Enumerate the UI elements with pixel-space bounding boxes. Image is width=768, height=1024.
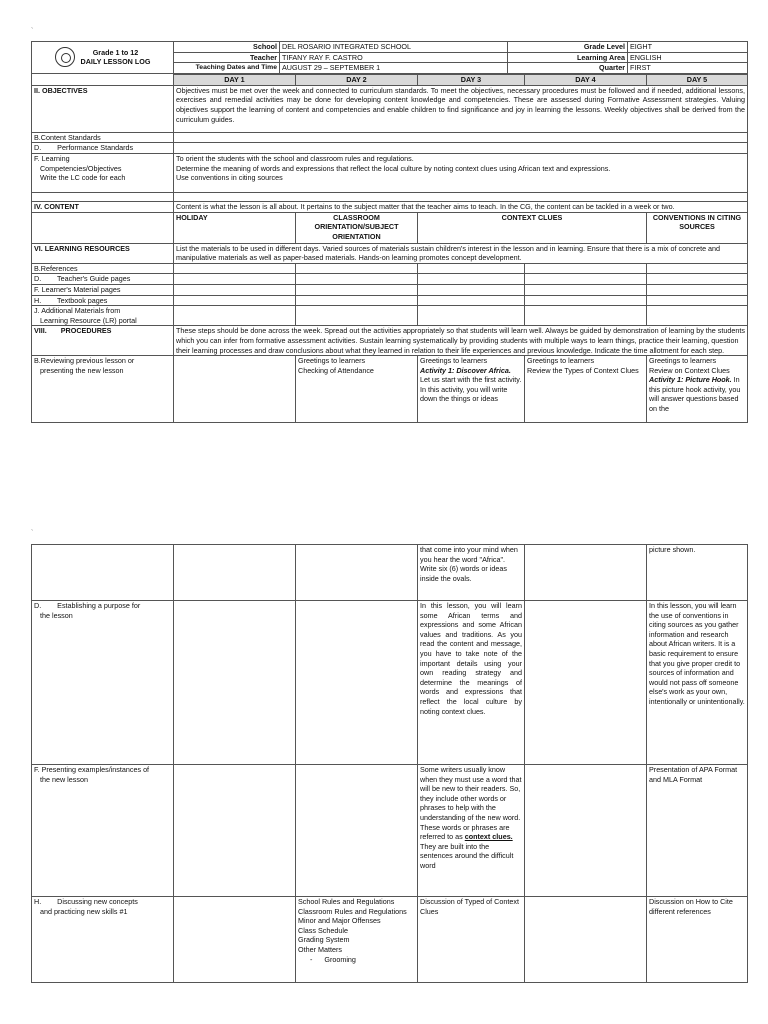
- school-label: School: [174, 42, 280, 53]
- discussing-day2: School Rules and Regulations Classroom Rules and Regulations Minor and Major Offenses Class Schedule Grading System Other Matters - Grooming: [296, 897, 418, 983]
- lesson-table: [31, 74, 748, 423]
- day-header-2: DAY 2: [296, 74, 418, 85]
- grade-range: Grade 1 to 12: [92, 47, 139, 57]
- teachers-guide-label: D. Teacher's Guide pages: [32, 274, 174, 285]
- header-title-cell: [32, 42, 174, 74]
- learners-material-label: F. Learner's Material pages: [32, 284, 174, 295]
- day-header-4: DAY 4: [525, 74, 647, 85]
- content-standards-label: B.Content Standards: [32, 132, 174, 143]
- examples-label: F. Presenting examples/instances of the new lesson: [32, 765, 174, 897]
- competency-3: Use conventions in citing sources: [176, 173, 283, 183]
- learning-area-value: ENGLISH: [628, 52, 748, 63]
- performance-standards-label: D. Performance Standards: [32, 143, 174, 154]
- textbook-label: H. Textbook pages: [32, 295, 174, 306]
- teacher-label: Teacher: [174, 52, 280, 63]
- procedures-label: VIII. PROCEDURES: [32, 326, 174, 356]
- content-text: Content is what the lesson is all about. It pertains to the subject matter that the teacher aims to teach. In the CG, the content can be tackled in a week or two.: [174, 201, 748, 212]
- continued-day3: that come into your mind when you hear the word "Africa". Write six (6) words or ideas inside the ovals.: [418, 545, 525, 601]
- resources-text: List the materials to be used in different days. Varied sources of materials sustain children's interest in the lesson and in learning. Ensure that there is a mix of concrete and manipulative materials as well as paper-based materials. Hands-on learning promotes concept development.: [174, 243, 748, 263]
- objectives-label: II. OBJECTIVES: [32, 85, 174, 132]
- context-clues-term: context clues.: [464, 832, 513, 842]
- purpose-label: D. Establishing a purpose for the lesson: [32, 601, 174, 765]
- page-mark-2: `: [31, 530, 34, 537]
- learning-area-label: Learning Area: [508, 52, 628, 63]
- reviewing-day3: Greetings to learners Activity 1: Discover Africa. Let us start with the first activity. In this activity, you will write down the things or ideas: [418, 356, 525, 423]
- procedures-table: [31, 544, 748, 983]
- day-header-blank: [32, 74, 174, 85]
- content-standards-value: [174, 132, 748, 143]
- activity-discover-africa: Activity 1: Discover Africa.: [420, 365, 511, 375]
- continued-label: [32, 545, 174, 601]
- discussing-day5: Discussion on How to Cite different references: [647, 897, 748, 983]
- learning-competencies-label: F. Learning Competencies/Objectives Write the LC code for each: [32, 153, 174, 192]
- content-day2: CLASSROOM ORIENTATION/SUBJECT ORIENTATION: [296, 212, 418, 243]
- lesson-log-page-1: [31, 41, 747, 423]
- dates-label: Teaching Dates and Time: [174, 63, 280, 74]
- purpose-day5: In this lesson, you will learn the use of conventions in citing sources as you gather information and research about African writers. It is a basic requirement to ensure that you give proper credit to sources of information and would not pass off someone else's work as your own, intentionally or unintentionally.: [647, 601, 748, 765]
- reviewing-label: B.Reviewing previous lesson or presenting the new lesson: [32, 356, 174, 423]
- examples-day3: Some writers usually know when they must use a word that will be new to their readers. So, they include other words or phrases to help with the understanding of the new word. These words or phrases are referred to as context clues. They are built into the sentences around the difficult word: [418, 765, 525, 897]
- grade-level-value: EIGHT: [628, 42, 748, 53]
- school-value: DEL ROSARIO INTEGRATED SCHOOL: [280, 42, 508, 53]
- additional-materials-label: J. Additional Materials from Learning Resource (LR) portal: [32, 306, 174, 326]
- competency-1: To orient the students with the school and classroom rules and regulations.: [176, 153, 414, 163]
- page-mark-1: `: [31, 28, 34, 35]
- content-day1: HOLIDAY: [174, 212, 296, 243]
- content-day5: CONVENTIONS IN CITING SOURCES: [647, 212, 748, 243]
- competency-2: Determine the meaning of words and expressions that reflect the local culture by noting context clues using African text and expressions.: [176, 163, 611, 173]
- log-title: DAILY LESSON LOG: [80, 57, 151, 67]
- quarter-label: Quarter: [508, 63, 628, 74]
- examples-day5: Presentation of APA Format and MLA Format: [647, 765, 748, 897]
- discussing-day3: Discussion of Typed of Context Clues: [418, 897, 525, 983]
- learning-competencies-value: [174, 153, 748, 192]
- continued-day5: picture shown.: [647, 545, 748, 601]
- content-label: IV. CONTENT: [32, 201, 174, 212]
- discussing-label: H. Discussing new concepts and practicing new skills #1: [32, 897, 174, 983]
- teacher-value: TIFANY RAY F. CASTRO: [280, 52, 508, 63]
- dates-value: AUGUST 29 – SEPTEMBER 1: [280, 63, 508, 74]
- header-table: [31, 41, 748, 74]
- purpose-day3: In this lesson, you will learn some African terms and expressions and some African values and traditions. As you read the content and message, you have to take note of the important details using your own reading strategy and determine the meanings of words and expressions that reflect the local culture by noting context clues.: [418, 601, 525, 765]
- procedures-text: These steps should be done across the week. Spread out the activities appropriately so that students will learn well. Always be guided by demonstration of learning by the students which you can infer from formative assessment activities. Sustain learning systematically by providing students with multiple ways to learn things, practice their learning, question their learning processes and draw conclusions about what they learned in relation to their life experiences and previous knowledge. Indicate the time allotment for each step.: [174, 326, 748, 356]
- quarter-value: FIRST: [628, 63, 748, 74]
- lesson-log-page-2: [31, 544, 747, 983]
- objectives-text: Objectives must be met over the week and connected to curriculum standards. To meet the objectives, necessary procedures must be followed and if needed, additional lessons, exercises and remedial activities may be done for developing content knowledge and competencies. These are assessed during Formative Assessment strategies. Valuing objectives support the learning of content and competencies and enable children to find significance and joy in learning the lessons. Weekly objectives shall be derived from the curriculum guides.: [174, 85, 748, 132]
- deped-seal-icon: [55, 47, 75, 67]
- reviewing-day1: [174, 356, 296, 423]
- reviewing-day4: Greetings to learners Review the Types of Context Clues: [525, 356, 647, 423]
- activity-picture-hook: Activity 1: Picture Hook.: [649, 375, 732, 385]
- performance-standards-value: [174, 143, 748, 154]
- grade-level-label: Grade Level: [508, 42, 628, 53]
- spacer-row: [32, 192, 174, 201]
- content-blank: [32, 212, 174, 243]
- reviewing-day2: Greetings to learners Checking of Attendance: [296, 356, 418, 423]
- content-day34: CONTEXT CLUES: [418, 212, 647, 243]
- resources-label: VI. LEARNING RESOURCES: [32, 243, 174, 263]
- day-header-1: DAY 1: [174, 74, 296, 85]
- day-header-3: DAY 3: [418, 74, 525, 85]
- references-label: B.References: [32, 263, 174, 274]
- day-header-5: DAY 5: [647, 74, 748, 85]
- reviewing-day5: Greetings to learners Review on Context Clues Activity 1: Picture Hook. In this picture hook activity, you will answer questions based on the: [647, 356, 748, 423]
